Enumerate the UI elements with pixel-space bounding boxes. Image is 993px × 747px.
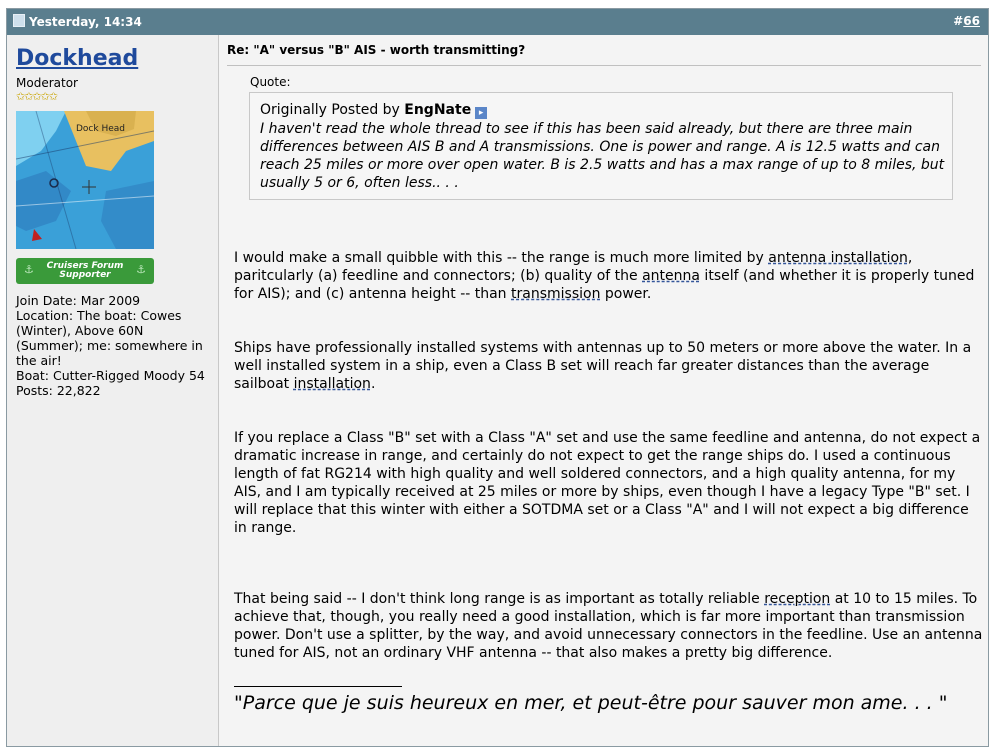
quote-prefix: Originally Posted by: [260, 102, 400, 118]
view-post-arrow-icon[interactable]: ▸: [475, 107, 487, 119]
badge-line2: Supporter: [59, 270, 111, 280]
badge-anchor-icon: ⚓: [136, 263, 146, 276]
quote-label: Quote:: [250, 75, 291, 89]
keyword-link-installation[interactable]: installation: [293, 376, 371, 392]
location: Location: The boat: Cowes (Winter), Above 60N (Summer); me: somewhere in the air!: [16, 308, 203, 368]
quote-text: I haven't read the whole thread to see if this has been said already, but there are three main differences between AIS B and A transmissions. One is power and range. A is 12.5 watts and can reach 25 miles or more over open water. B is 2.5 watts and has a max range of up to 8 miles, but usually 5 or 6, often less.. . .: [260, 121, 945, 191]
keyword-link-reception[interactable]: reception: [764, 591, 831, 607]
title-divider: [227, 65, 981, 66]
signature: "Parce que je suis heureux en mer, et peut-être pour sauver mon ame. . . ": [234, 692, 948, 714]
post-date-text: Yesterday, 14:34: [29, 15, 142, 29]
p2-text-a: Ships have professionally installed systems with antennas up to 50 meters or more above the water. In a well installed system in a ship, even a Class B set will reach far greater distances than the average sailboat: [234, 340, 972, 392]
keyword-link-transmission[interactable]: transmission: [511, 286, 601, 302]
p4-text-b: at 10 to 15 miles. To achieve that, though, you really need a good installation, which is far more important than transmission power. Don't use a splitter, by the way, and avoid unnecessary connectors in the feedline. Use an antenna tuned for AIS, not an ordinary VHF antenna -- that also makes a pretty big difference.: [234, 591, 983, 661]
rank-stars-icon: ✩✩✩✩✩: [16, 90, 58, 103]
user-sidebar: [7, 35, 219, 746]
svg-text:Dock Head: Dock Head: [76, 124, 125, 134]
post-header: [7, 9, 988, 35]
quote-author: EngNate: [404, 102, 472, 118]
post-content: [219, 35, 988, 746]
p4-text-a: That being said -- I don't think long range is as important as totally reliable: [234, 591, 765, 607]
user-title: Moderator: [16, 76, 78, 90]
badge-line1: Cruisers Forum: [46, 261, 124, 271]
post-paragraph-1: [234, 249, 984, 303]
post-icon: [13, 14, 25, 27]
p2-text-b: .: [370, 376, 376, 392]
keyword-link-antenna-installation[interactable]: antenna installation: [768, 250, 908, 266]
avatar[interactable]: [16, 111, 154, 249]
signature-divider: [234, 686, 402, 687]
p1-text-b: , paritcularly (a) feedline and connectors; (b) quality of the: [234, 250, 913, 284]
p1-text-d: power.: [600, 286, 652, 302]
quote-box: [249, 92, 953, 200]
user-info: [16, 293, 211, 398]
p1-text-c: itself (and whether it is properly tuned for AIS); and (c) antenna height -- than: [234, 268, 975, 302]
username-link[interactable]: Dockhead: [16, 46, 139, 71]
post-container: [6, 8, 989, 747]
badge-anchor-icon: ⚓: [24, 263, 34, 276]
p1-text-a: I would make a small quibble with this -- the range is much more limited by: [234, 250, 769, 266]
post-date: [13, 14, 142, 29]
post-count: Posts: 22,822: [16, 383, 101, 398]
post-number: [953, 14, 980, 28]
post-paragraph-2: [234, 339, 984, 393]
avatar-chart-image: [16, 111, 154, 249]
post-paragraph-3: If you replace a Class "B" set with a Class "A" set and use the same feedline and antenna, do not expect a dramatic increase in range, and certainly do not expect to get the range ships do. I used a continuous length of fat RG214 with high quality and well soldered connectors, and a high quality antenna, for my AIS, and I am typically received at 25 miles or more by ships, even though I have a legacy Type "B" set. I will replace that this winter with either a SOTDMA set or a Class "A" and I will not expect a big difference in range.: [234, 430, 981, 536]
post-number-link[interactable]: 66: [963, 14, 980, 28]
quote-header: [260, 102, 487, 119]
post-hash: #: [953, 14, 964, 28]
boat: Boat: Cutter-Rigged Moody 54: [16, 368, 205, 383]
post-paragraph-4: [234, 590, 984, 662]
join-date: Join Date: Mar 2009: [16, 293, 141, 308]
supporter-badge[interactable]: [16, 258, 154, 284]
post-title: Re: "A" versus "B" AIS - worth transmitting?: [227, 43, 526, 57]
keyword-link-antenna[interactable]: antenna: [642, 268, 700, 284]
